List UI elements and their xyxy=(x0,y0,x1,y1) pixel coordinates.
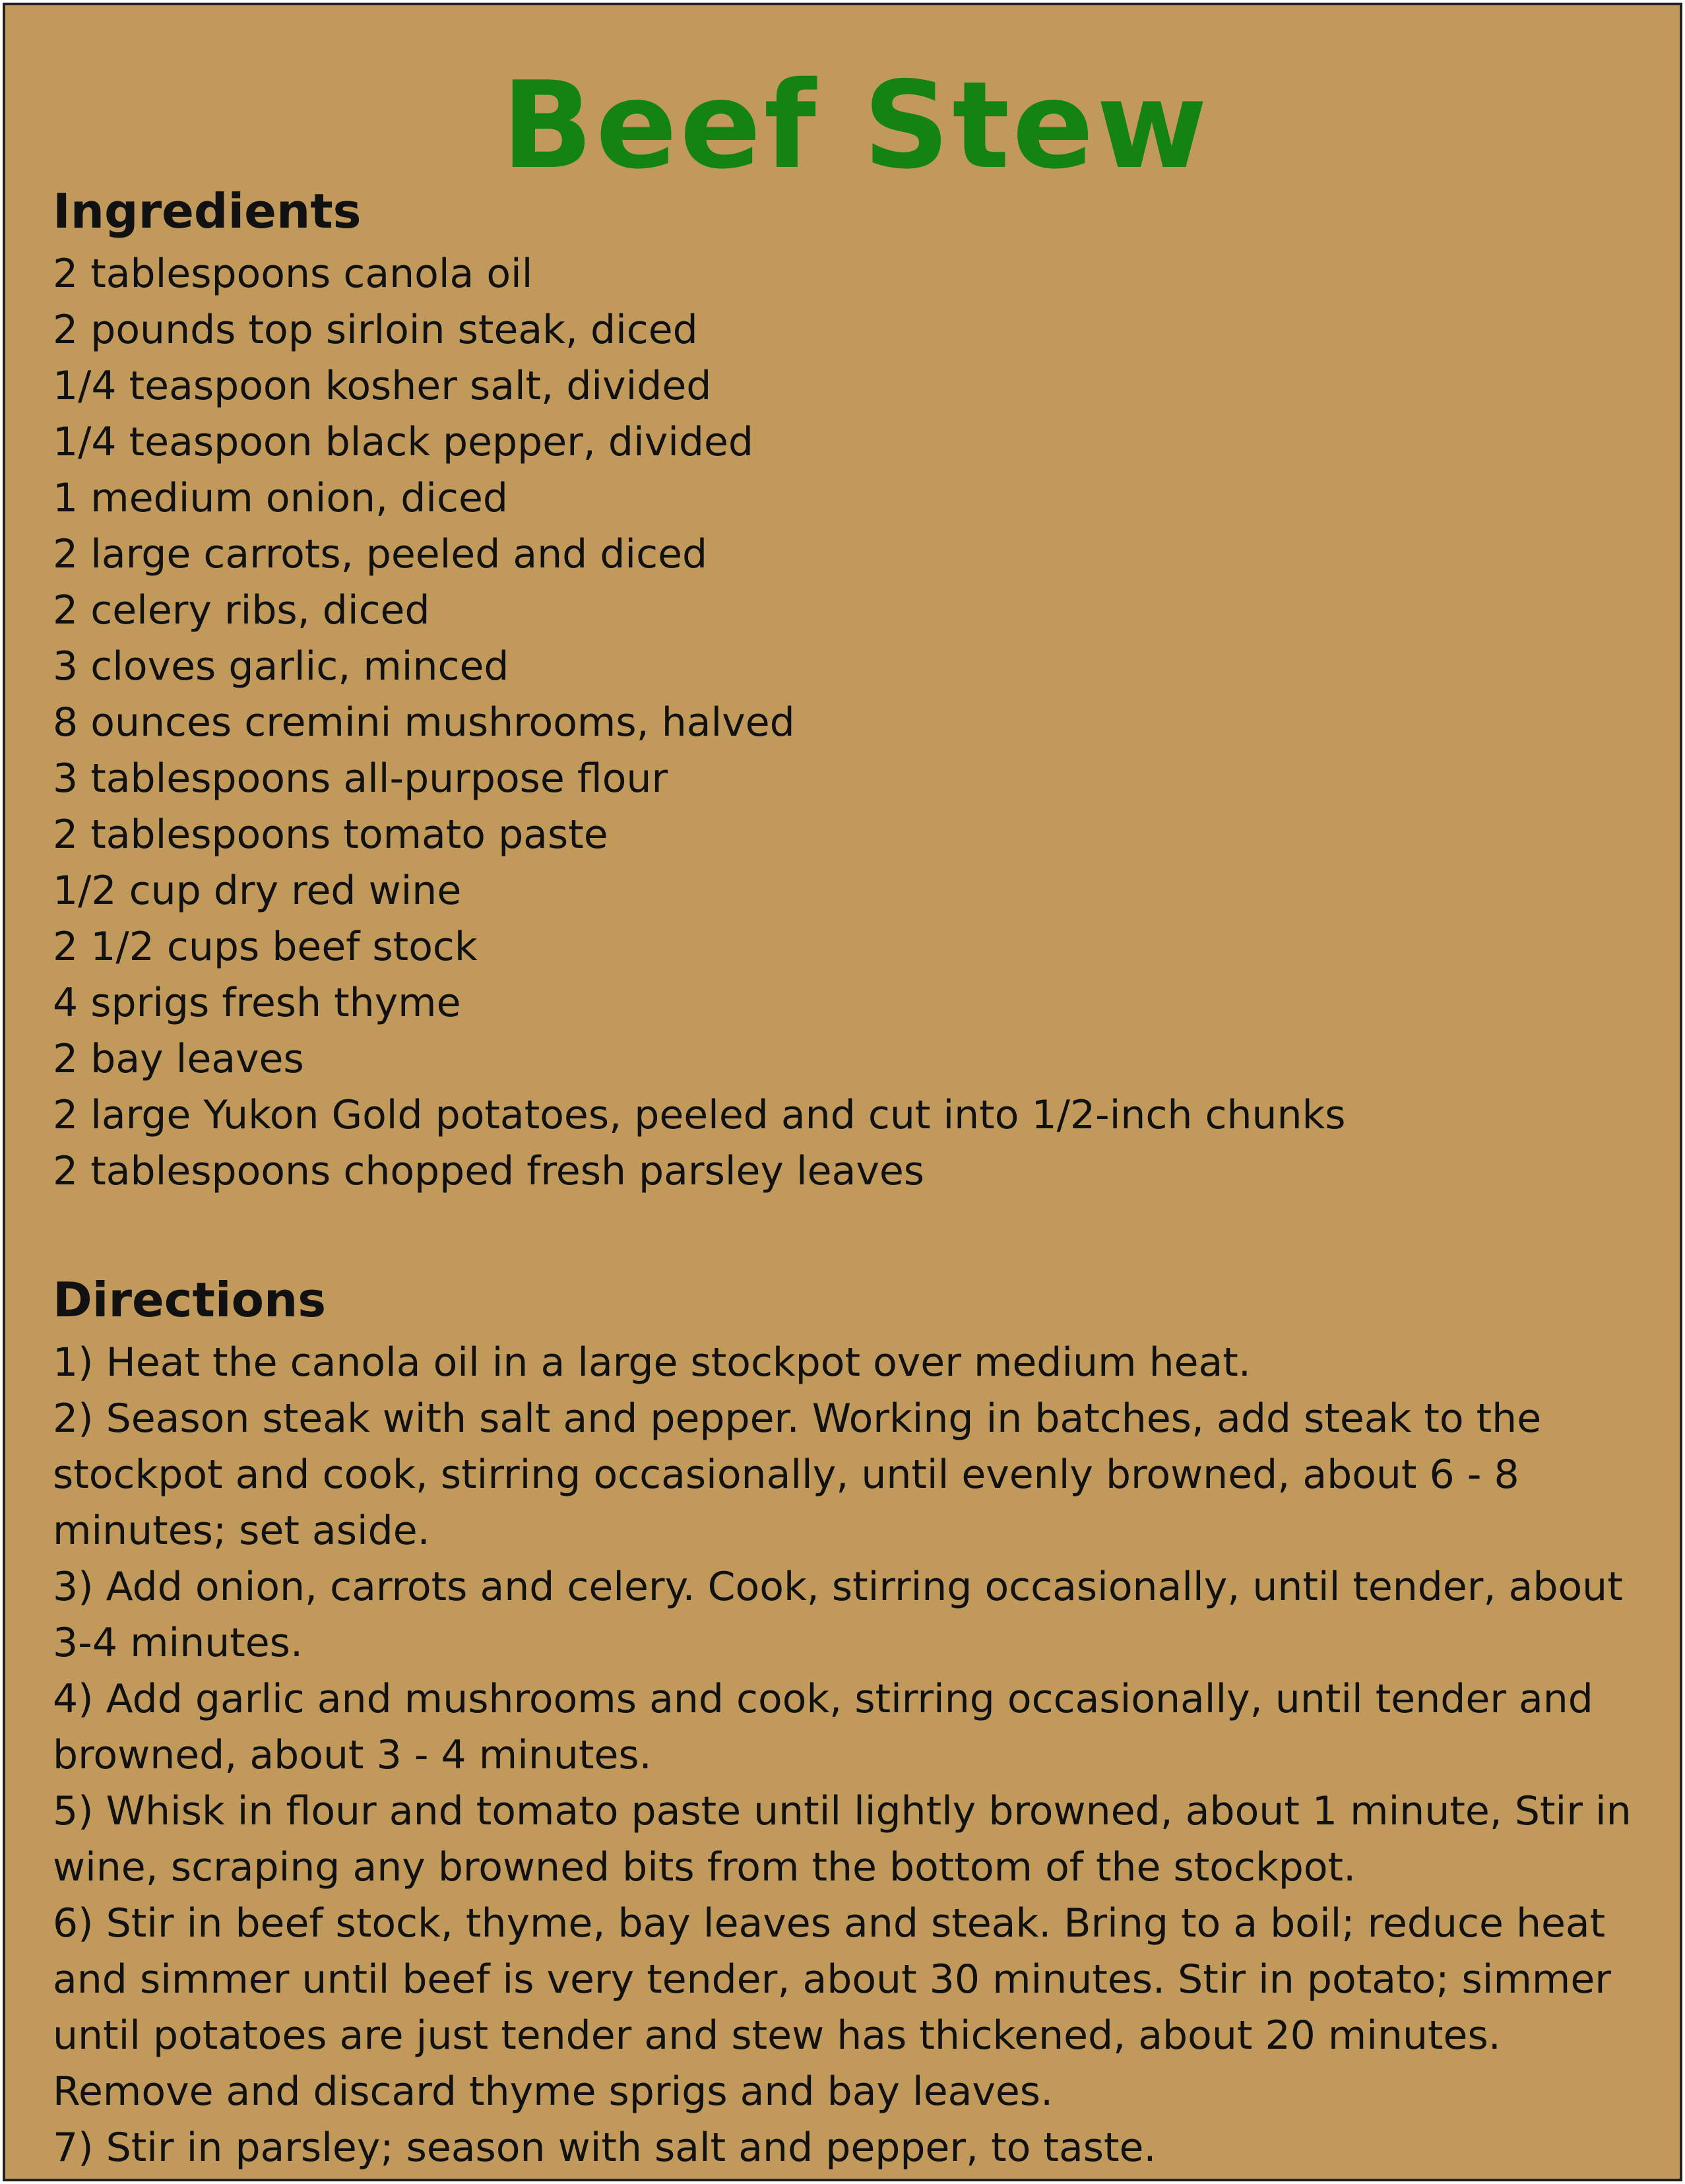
ingredient-item: 2 celery ribs, diced xyxy=(53,587,430,633)
ingredient-item: 1/2 cup dry red wine xyxy=(53,868,462,914)
ingredient-item: 1 medium onion, diced xyxy=(53,475,508,521)
recipe-title: Beef Stew xyxy=(501,55,1210,195)
ingredient-item: 2 pounds top sirloin steak, diced xyxy=(53,307,698,353)
directions-list xyxy=(53,1335,1649,2176)
ingredient-item: 3 cloves garlic, minced xyxy=(53,643,509,690)
direction-step: 2) Season steak with salt and pepper. Working in batches, add steak to the stockpot and cook, stirring occasionally, until evenly browned, about 6 - 8 minutes; set aside. xyxy=(53,1396,1542,1554)
ingredient-item: 2 1/2 cups beef stock xyxy=(53,924,478,970)
ingredient-item: 3 tablespoons all-purpose flour xyxy=(53,755,668,802)
direction-step: 7) Stir in parsley; season with salt and pepper, to taste. xyxy=(53,2125,1157,2171)
ingredients-list xyxy=(53,246,1636,1200)
ingredient-item: 1/4 teaspoon kosher salt, divided xyxy=(53,363,712,409)
direction-step: 6) Stir in beef stock, thyme, bay leaves and steak. Bring to a boil; reduce heat and simmer until beef is very tender, about 30 minutes. Stir in potato; simmer until potatoes are just tender and stew has thickened, about 20 minutes. Remove and discard thyme sprigs and bay leaves. xyxy=(53,1900,1611,2115)
ingredient-item: 2 large carrots, peeled and diced xyxy=(53,531,708,577)
ingredient-item: 1/4 teaspoon black pepper, divided xyxy=(53,419,753,465)
ingredient-item: 2 tablespoons chopped fresh parsley leaves xyxy=(53,1148,925,1194)
ingredient-item: 2 bay leaves xyxy=(53,1036,304,1082)
ingredient-item: 2 large Yukon Gold potatoes, peeled and cut into 1/2-inch chunks xyxy=(53,1092,1346,1138)
ingredient-item: 8 ounces cremini mushrooms, halved xyxy=(53,699,795,746)
direction-step: 5) Whisk in flour and tomato paste until lightly browned, about 1 minute, Stir in wine, scraping any browned bits from the bottom of the stockpot. xyxy=(53,1788,1632,1890)
ingredient-item: 2 tablespoons tomato paste xyxy=(53,812,608,858)
direction-step: 1) Heat the canola oil in a large stockpot over medium heat. xyxy=(53,1339,1251,1386)
ingredient-item: 2 tablespoons canola oil xyxy=(53,251,533,297)
recipe-card xyxy=(3,3,1682,2181)
ingredients-heading: Ingredients xyxy=(53,183,362,239)
direction-step: 4) Add garlic and mushrooms and cook, stirring occasionally, until tender and browned, about 3 - 4 minutes. xyxy=(53,1676,1593,1778)
directions-heading: Directions xyxy=(53,1272,327,1328)
ingredient-item: 4 sprigs fresh thyme xyxy=(53,980,461,1026)
direction-step: 3) Add onion, carrots and celery. Cook, stirring occasionally, until tender, about 3-4 minutes. xyxy=(53,1564,1623,1666)
